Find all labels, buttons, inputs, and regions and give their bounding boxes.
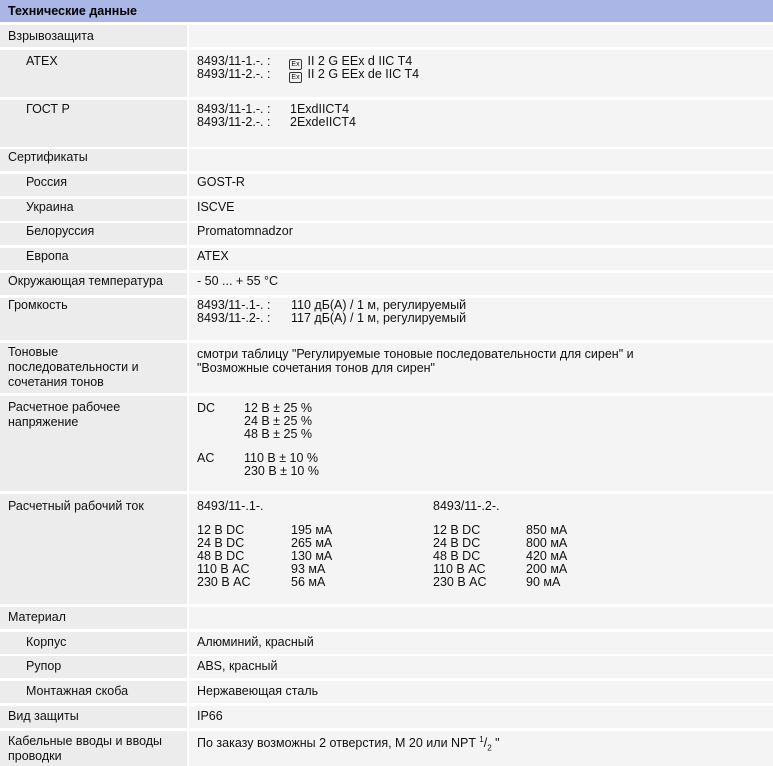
voltage-label: Расчетное рабочее напряжение (8, 400, 121, 429)
current-model-2: 8493/11-.2-. (433, 499, 500, 513)
row-current (0, 494, 773, 604)
ex-mark-icon: Ex (289, 72, 302, 83)
current-value: 200 мА (526, 562, 568, 576)
cert-label: Украина (26, 200, 74, 214)
current-voltage: 48 В DC (197, 549, 245, 563)
tones-line-1: смотри таблицу "Регулируемые тоновые последовательности для сирен" и (197, 347, 634, 361)
row-cert-europe (0, 248, 773, 270)
row-cert-belarus (0, 223, 773, 245)
voltage-ac-value: 230 В ± 10 % (244, 464, 319, 478)
atex-model-1: 8493/11-1.-. : (197, 54, 271, 68)
cert-label: Россия (26, 175, 67, 189)
row-material-bracket (0, 681, 773, 703)
gost-model-1: 8493/11-1.-. : (197, 102, 271, 116)
gost-label: ГОСТ Р (26, 102, 70, 116)
cert-value: GOST-R (197, 175, 245, 189)
current-model-1: 8493/11-.1-. (197, 499, 264, 513)
ex-mark-icon: Ex (289, 59, 302, 70)
material-item-value: ABS, красный (197, 659, 278, 673)
current-voltage: 110 В AC (433, 562, 486, 576)
atex-model-2: 8493/11-2.-. : (197, 67, 271, 81)
current-voltage: 110 В AC (197, 562, 250, 576)
row-material (0, 607, 773, 629)
voltage-dc-value: 48 В ± 25 % (244, 427, 313, 441)
row-protection (0, 706, 773, 728)
certificates-label: Сертификаты (8, 150, 88, 164)
current-value: 130 мА (291, 549, 333, 563)
voltage-dc-label: DC (197, 401, 216, 415)
row-certificates (0, 149, 773, 171)
current-value: 195 мА (291, 523, 333, 537)
current-voltage: 24 В DC (197, 536, 245, 550)
explosion-label: Взрывозащита (8, 29, 94, 43)
volume-value-1: 110 дБ(А) / 1 м, регулируемый (291, 298, 467, 312)
volume-label: Громкость (8, 298, 68, 312)
current-value: 420 мА (526, 549, 568, 563)
row-cable (0, 731, 773, 766)
cert-value: ATEX (197, 249, 229, 263)
cable-fraction-numerator: 1 (479, 734, 484, 744)
row-explosion (0, 25, 773, 47)
voltage-ac-label: AC (197, 451, 215, 465)
protection-value: IP66 (197, 709, 223, 723)
row-material-horn (0, 656, 773, 678)
volume-model-1: 8493/11-.1-. : (197, 298, 271, 312)
current-voltage: 48 В DC (433, 549, 481, 563)
cert-value: Promatomnadzor (197, 224, 293, 238)
row-temperature (0, 273, 773, 295)
current-value: 93 мА (291, 562, 326, 576)
current-value: 850 мА (526, 523, 568, 537)
row-cert-russia (0, 174, 773, 196)
cable-fraction-denominator: 2 (487, 743, 492, 753)
row-gost (0, 100, 773, 147)
section-header (0, 0, 773, 22)
voltage-ac-value: 110 В ± 10 % (244, 451, 319, 465)
row-tones (0, 343, 773, 393)
gost-marking-2: 2ExdeIICT4 (290, 115, 357, 129)
section-title: Технические данные (8, 4, 137, 18)
cable-value-line: По заказу возможны 2 отверстия, М 20 или NPT $^1/_2$ " (197, 734, 500, 753)
protection-label: Вид защиты (8, 709, 79, 723)
row-atex (0, 50, 773, 97)
cable-suffix: " (491, 736, 500, 750)
tones-label: Тоновые последовательности и сочетания тонов (8, 345, 139, 389)
volume-model-2: 8493/11-.2-. : (197, 311, 271, 325)
material-item-label: Монтажная скоба (26, 684, 129, 698)
material-item-value: Алюминий, красный (197, 635, 314, 649)
current-value: 90 мА (526, 575, 561, 589)
current-voltage: 12 В DC (433, 523, 481, 537)
voltage-dc-value: 24 В ± 25 % (244, 414, 313, 428)
current-label: Расчетный рабочий ток (8, 499, 144, 513)
material-label: Материал (8, 610, 66, 624)
cable-value: По заказу возможны 2 отверстия, М 20 или NPT (197, 736, 476, 750)
row-voltage (0, 396, 773, 491)
row-cert-ukraine (0, 199, 773, 221)
current-value: 800 мА (526, 536, 568, 550)
atex-marking-2: II 2 G EEx de IIC T4 (307, 67, 420, 81)
temperature-label: Окружающая температура (8, 274, 163, 288)
gost-marking-1: 1ExdIICT4 (290, 102, 350, 116)
tones-line-2: "Возможные сочетания тонов для сирен" (197, 361, 435, 375)
gost-model-2: 8493/11-2.-. : (197, 115, 271, 129)
temperature-value: - 50 ... + 55 °C (197, 274, 279, 288)
current-voltage: 230 В AC (433, 575, 487, 589)
volume-value-2: 117 дБ(А) / 1 м, регулируемый (291, 311, 467, 325)
cert-value: ISCVE (197, 200, 235, 214)
cable-label: Кабельные вводы и вводы проводки (8, 734, 163, 763)
current-voltage: 12 В DC (197, 523, 245, 537)
cert-label: Белоруссия (26, 224, 95, 238)
row-material-body (0, 632, 773, 654)
atex-label: ATEX (26, 54, 58, 68)
atex-marking-1: II 2 G EEx d IIC T4 (307, 54, 413, 68)
current-value: 265 мА (291, 536, 333, 550)
row-volume (0, 298, 773, 340)
current-voltage: 230 В AC (197, 575, 251, 589)
material-item-label: Корпус (26, 635, 67, 649)
current-value: 56 мА (291, 575, 326, 589)
material-item-value: Нержавеющая сталь (197, 684, 319, 698)
material-item-label: Рупор (26, 659, 62, 673)
current-voltage: 24 В DC (433, 536, 481, 550)
cert-label: Европа (26, 249, 69, 263)
voltage-dc-value: 12 В ± 25 % (244, 401, 313, 415)
